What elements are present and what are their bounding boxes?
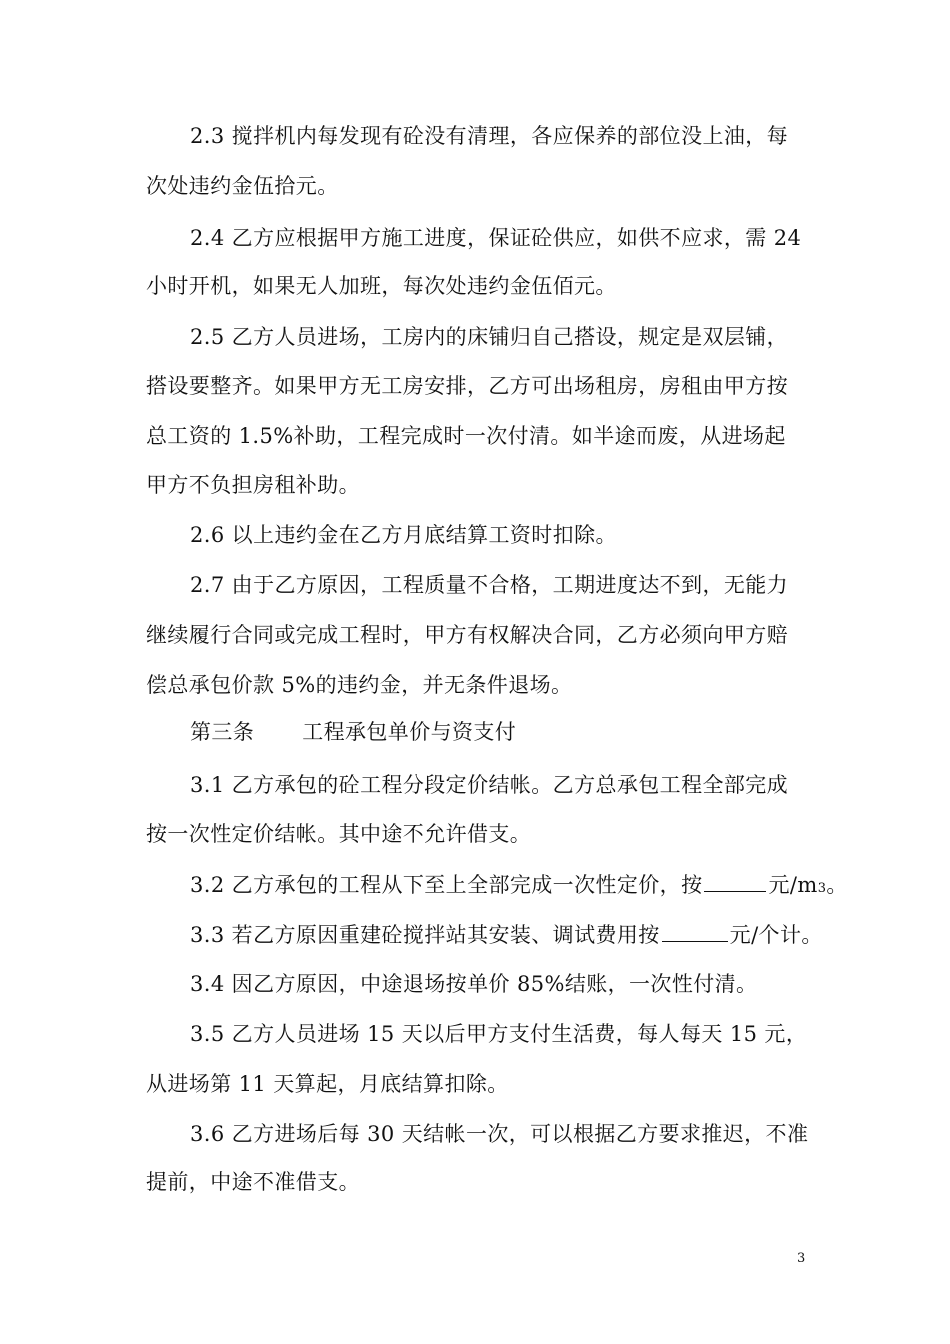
unit-exponent: 3 (817, 881, 827, 896)
paragraph-line: 3.4 因乙方原因，中途退场按单价 85%结账，一次性付清。 (190, 972, 758, 996)
clause-end: 。 (826, 873, 848, 897)
section-article-number: 第三条 (190, 720, 255, 744)
fill-in-blank (704, 871, 766, 892)
section-title: 工程承包单价与资支付 (302, 720, 517, 744)
paragraph-line: 甲方不负担房租补助。 (146, 473, 360, 497)
unit-text: 元/个计。 (729, 923, 823, 947)
clause-text: 3.3 若乙方原因重建砼搅拌站其安装、调试费用按 (190, 923, 660, 947)
fill-in-blank (662, 921, 728, 942)
paragraph-line: 2.7 由于乙方原因，工程质量不合格，工期进度达不到，无能力 (190, 573, 789, 597)
clause-text: 3.2 乙方承包的工程从下至上全部完成一次性定价，按 (190, 873, 703, 897)
paragraph-line: 2.6 以上违约金在乙方月底结算工资时扣除。 (190, 523, 617, 547)
page-number: 3 (797, 1251, 806, 1266)
paragraph-line: 2.4 乙方应根据甲方施工进度，保证砼供应，如供不应求，需 24 (190, 226, 802, 250)
unit-text: 元/m (768, 873, 818, 897)
section-heading (190, 718, 516, 746)
paragraph-line-with-blank (190, 871, 848, 903)
paragraph-line: 继续履行合同或完成工程时，甲方有权解决合同，乙方必须向甲方赔 (146, 623, 788, 647)
paragraph-line: 搭设要整齐。如果甲方无工房安排，乙方可出场租房，房租由甲方按 (146, 374, 788, 398)
paragraph-line: 从进场第 11 天算起，月底结算扣除。 (146, 1072, 509, 1096)
paragraph-line: 3.5 乙方人员进场 15 天以后甲方支付生活费，每人每天 15 元， (190, 1022, 808, 1046)
paragraph-line: 3.1 乙方承包的砼工程分段定价结帐。乙方总承包工程全部完成 (190, 773, 789, 797)
paragraph-line: 2.5 乙方人员进场，工房内的床铺归自己搭设，规定是双层铺， (190, 325, 789, 349)
paragraph-line: 提前，中途不准借支。 (146, 1170, 360, 1194)
paragraph-line: 小时开机，如果无人加班，每次处违约金伍佰元。 (146, 274, 617, 298)
paragraph-line: 总工资的 1.5%补助，工程完成时一次付清。如半途而废，从进场起 (146, 424, 786, 448)
paragraph-line-with-blank (190, 921, 823, 949)
paragraph-line: 次处违约金伍拾元。 (146, 174, 339, 198)
paragraph-line: 偿总承包价款 5%的违约金，并无条件退场。 (146, 673, 573, 697)
paragraph-line: 按一次性定价结帐。其中途不允许借支。 (146, 822, 532, 846)
paragraph-line: 3.6 乙方进场后每 30 天结帐一次，可以根据乙方要求推迟，不准 (190, 1122, 809, 1146)
paragraph-line: 2.3 搅拌机内每发现有砼没有清理，各应保养的部位没上油，每 (190, 124, 789, 148)
